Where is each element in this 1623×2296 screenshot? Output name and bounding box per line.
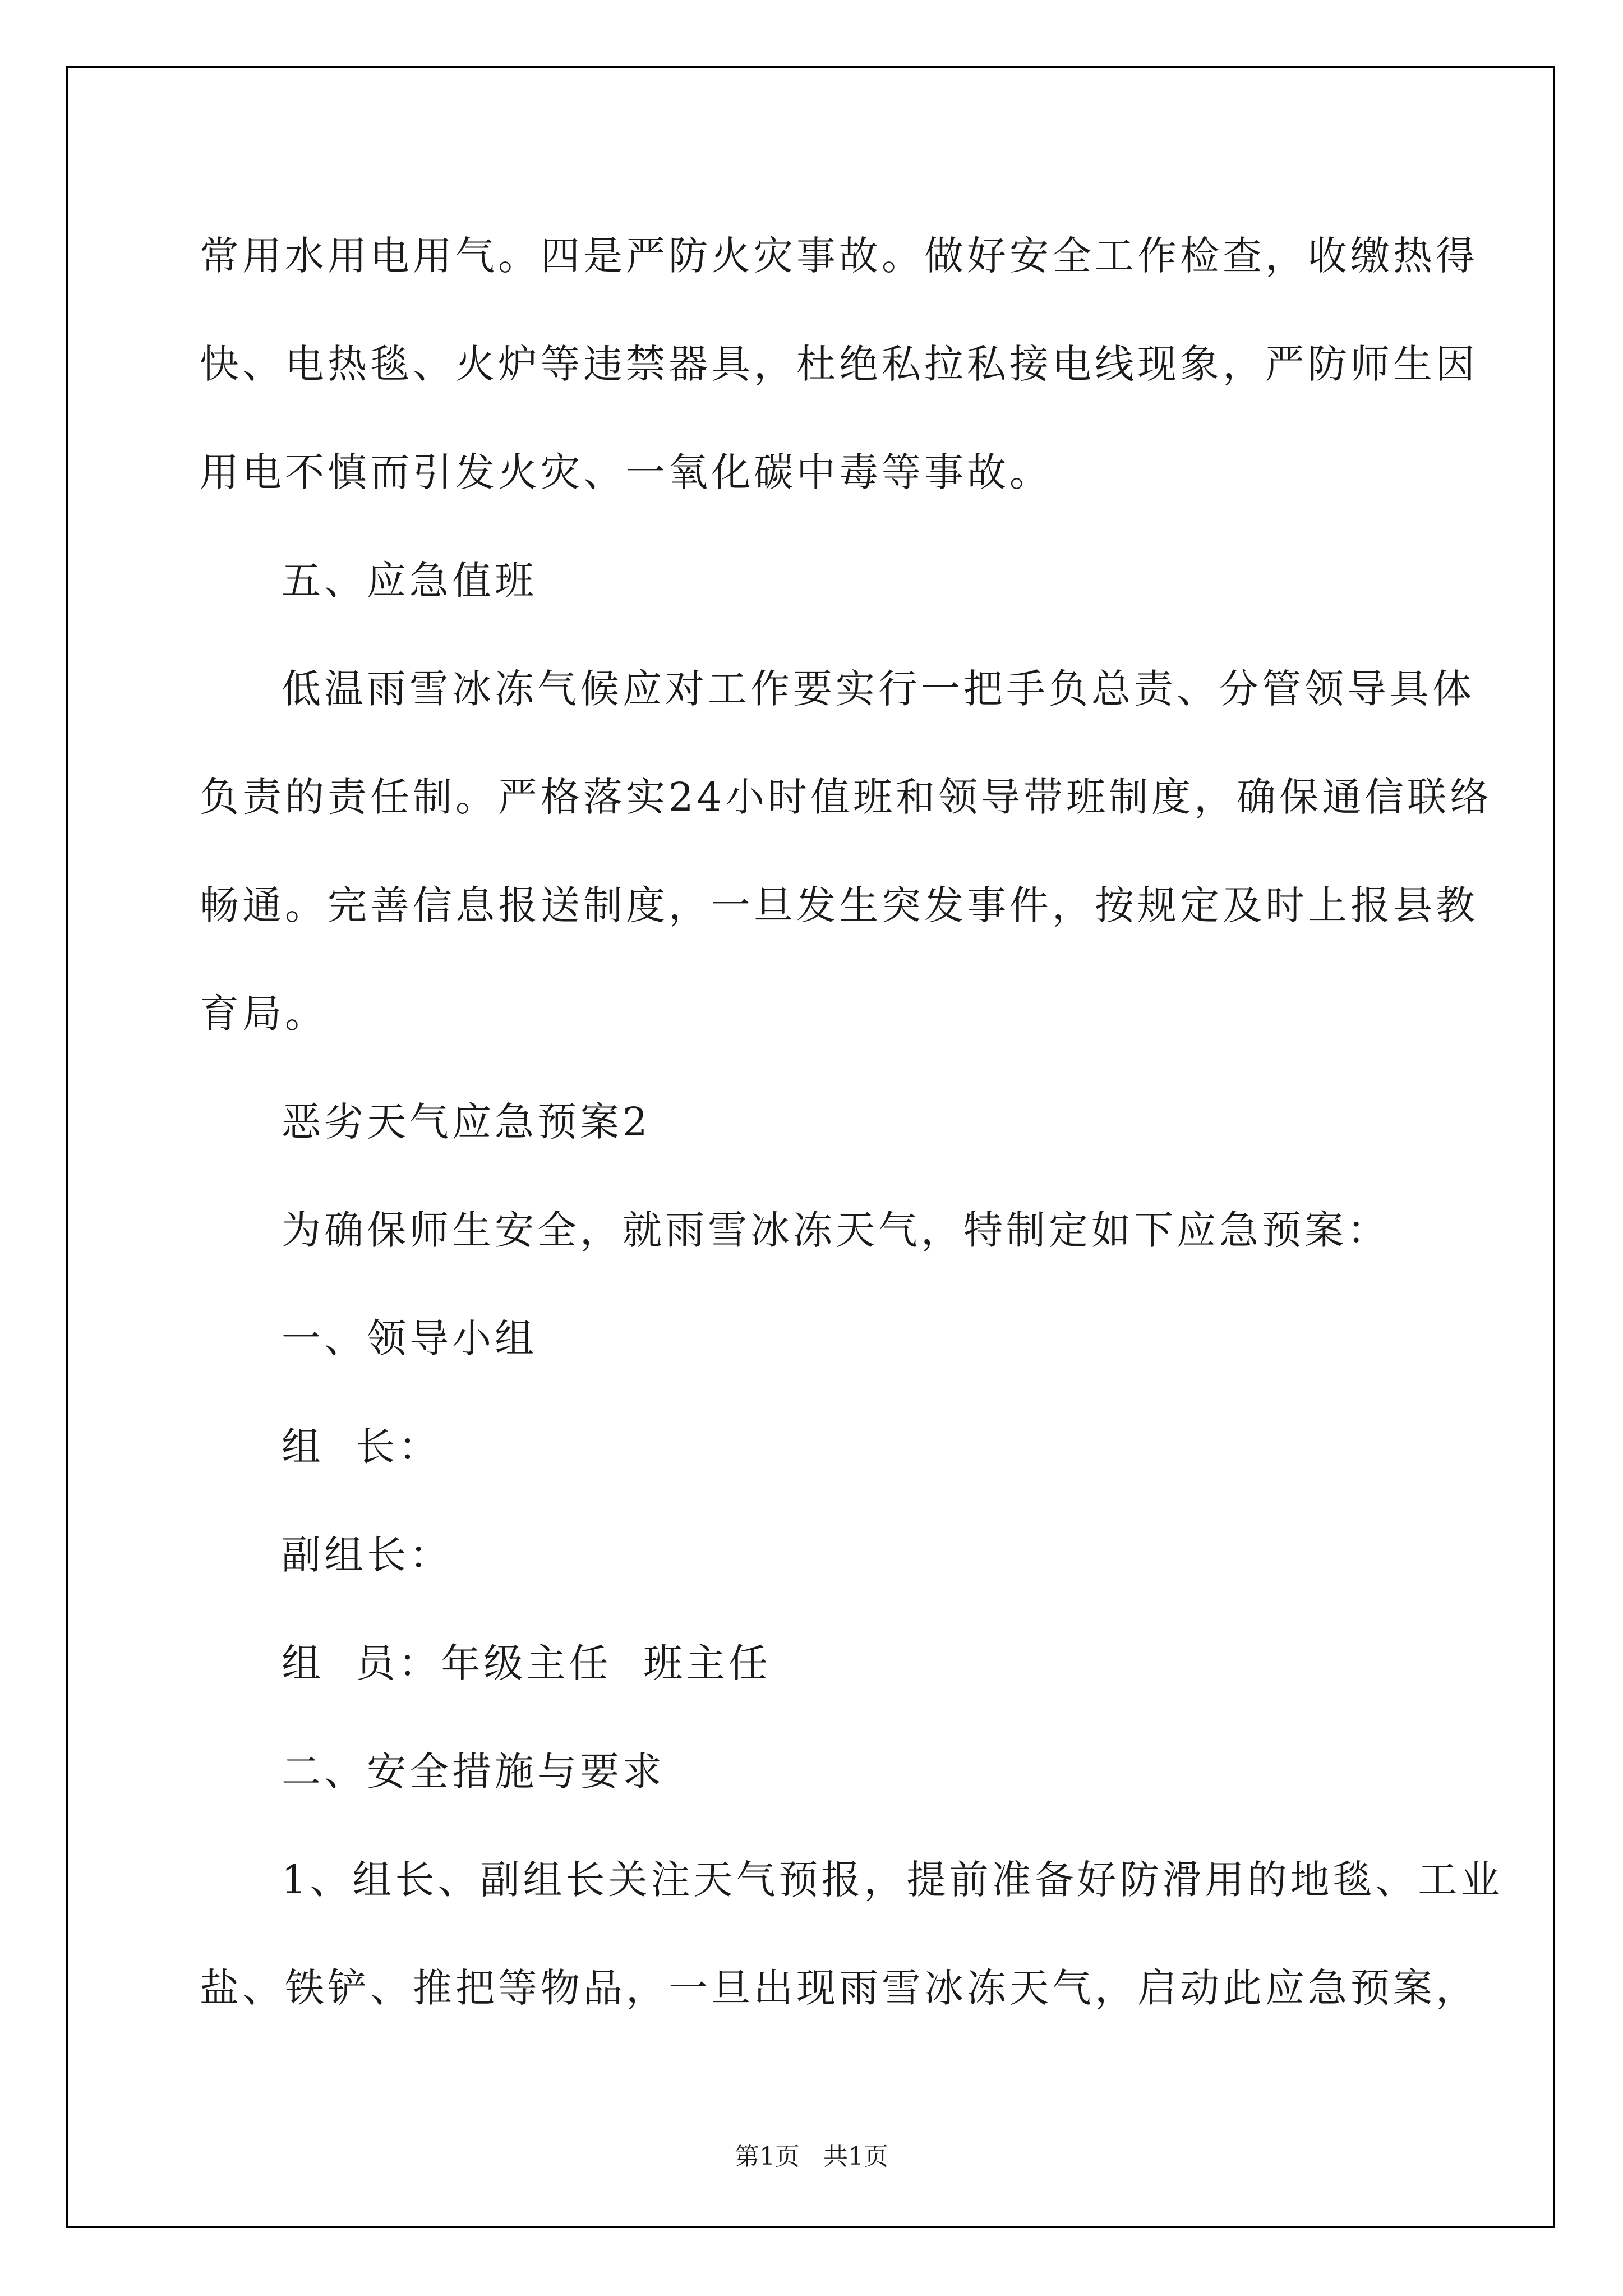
text-line: 一、领导小组: [282, 1315, 537, 1361]
text-line: 低温雨雪冰冻气候应对工作要实行一把手负总责、分管领导具体: [282, 666, 1475, 712]
paragraph: [200, 1176, 1428, 1285]
text-line: 二、安全措施与要求: [282, 1749, 665, 1795]
text-line: 常用水用电用气。四是严防火灾事故。做好安全工作检查，收缴热得: [200, 233, 1478, 279]
document-body: [200, 202, 1504, 2042]
text-line: 恶劣天气应急预案2: [282, 1099, 651, 1145]
text-line: 1、组长、副组长关注天气预报，提前准备好防滑用的地毯、工业: [282, 1857, 1504, 1903]
paragraph: [200, 1826, 1504, 2042]
text-line: 副组长：: [282, 1532, 452, 1578]
text-line: 畅通。完善信息报送制度，一旦发生突发事件，按规定及时上报县教: [200, 882, 1478, 928]
paragraph: [200, 635, 1493, 1068]
text-line: 负责的责任制。严格落实24小时值班和领导带班制度，确保通信联络: [200, 774, 1493, 820]
text-line: 五、应急值班: [282, 558, 537, 604]
section-heading: [200, 1285, 1428, 1393]
section-heading: [200, 1718, 1428, 1826]
page-footer: 第1页 共1页: [735, 2142, 888, 2171]
paragraph: [200, 202, 1478, 527]
text-line: 为确保师生安全，就雨雪冰冻天气，特制定如下应急预案：: [282, 1207, 1390, 1253]
text-line: 组 长：: [282, 1424, 441, 1470]
text-line: 快、电热毯、火炉等违禁器具，杜绝私拉私接电线现象，严防师生因: [200, 341, 1478, 387]
paragraph: [200, 1609, 1428, 1718]
paragraph: [200, 1393, 1428, 1501]
document-title: [200, 1068, 1428, 1176]
paragraph: [200, 1501, 1428, 1609]
section-heading: [200, 527, 1428, 635]
text-line: 育局。: [200, 991, 328, 1037]
text-line: 盐、铁铲、推把等物品，一旦出现雨雪冰冻天气，启动此应急预案，: [200, 1965, 1478, 2011]
text-line: 组 员：年级主任 班主任: [282, 1640, 772, 1686]
text-line: 用电不慎而引发火灾、一氧化碳中毒等事故。: [200, 449, 1052, 495]
